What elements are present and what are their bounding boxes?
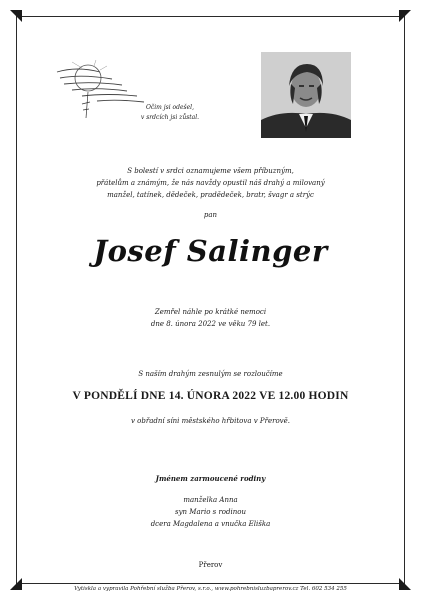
frame-left [16, 16, 17, 584]
city: Přerov [198, 561, 223, 569]
family-list [30, 494, 391, 530]
announcement-text [30, 165, 391, 201]
frame-bottom [16, 583, 405, 584]
family-member: dcera Magdalena a vnučka Eliška [150, 520, 271, 528]
frame-corner-ornament [399, 10, 411, 22]
motto [110, 103, 230, 123]
announcement-line: manžel, tatínek, dědeček, pradědeček, bratr, švagr a strýc [107, 191, 314, 199]
farewell-text: S naším drahým zesnulým se rozloučíme [138, 370, 283, 378]
frame-right [404, 16, 405, 584]
deceased-name: Josef Salinger [93, 234, 328, 268]
announcement-line: S bolestí v srdci oznamujeme všem příbuzným, [127, 167, 294, 175]
printer-footer: Vytiskla a vypravila Pohřební služba Přerov, s.r.o., www.pohrebnisluzbaprerov.cz Tel. 602 534 255 [74, 586, 347, 592]
family-member: manželka Anna [183, 496, 238, 504]
death-info [30, 306, 391, 330]
announcement-line: přátelům a známým, že nás navždy opustil náš drahý a milovaný [96, 179, 325, 187]
funeral-datetime: V PONDĚLÍ DNE 14. ÚNORA 2022 VE 12.00 HODIN [72, 390, 349, 402]
portrait-photo [261, 52, 351, 138]
motto-line: Očim jsi odešel, [145, 104, 195, 111]
family-member: syn Mario s rodinou [175, 508, 246, 516]
death-info-line: Zemřel náhle po krátké nemoci [154, 308, 267, 316]
frame-corner-ornament [399, 578, 411, 590]
salutation: pan [203, 211, 218, 219]
frame-top [16, 16, 405, 17]
motto-line: v srdcích jsi zůstal. [140, 114, 200, 121]
signature-title: Jménem zarmoucené rodiny [155, 474, 266, 483]
death-info-line: dne 8. února 2022 ve věku 79 let. [150, 320, 271, 328]
funeral-place: v obřadní síni městského hřbitova v Přerově. [131, 417, 290, 425]
